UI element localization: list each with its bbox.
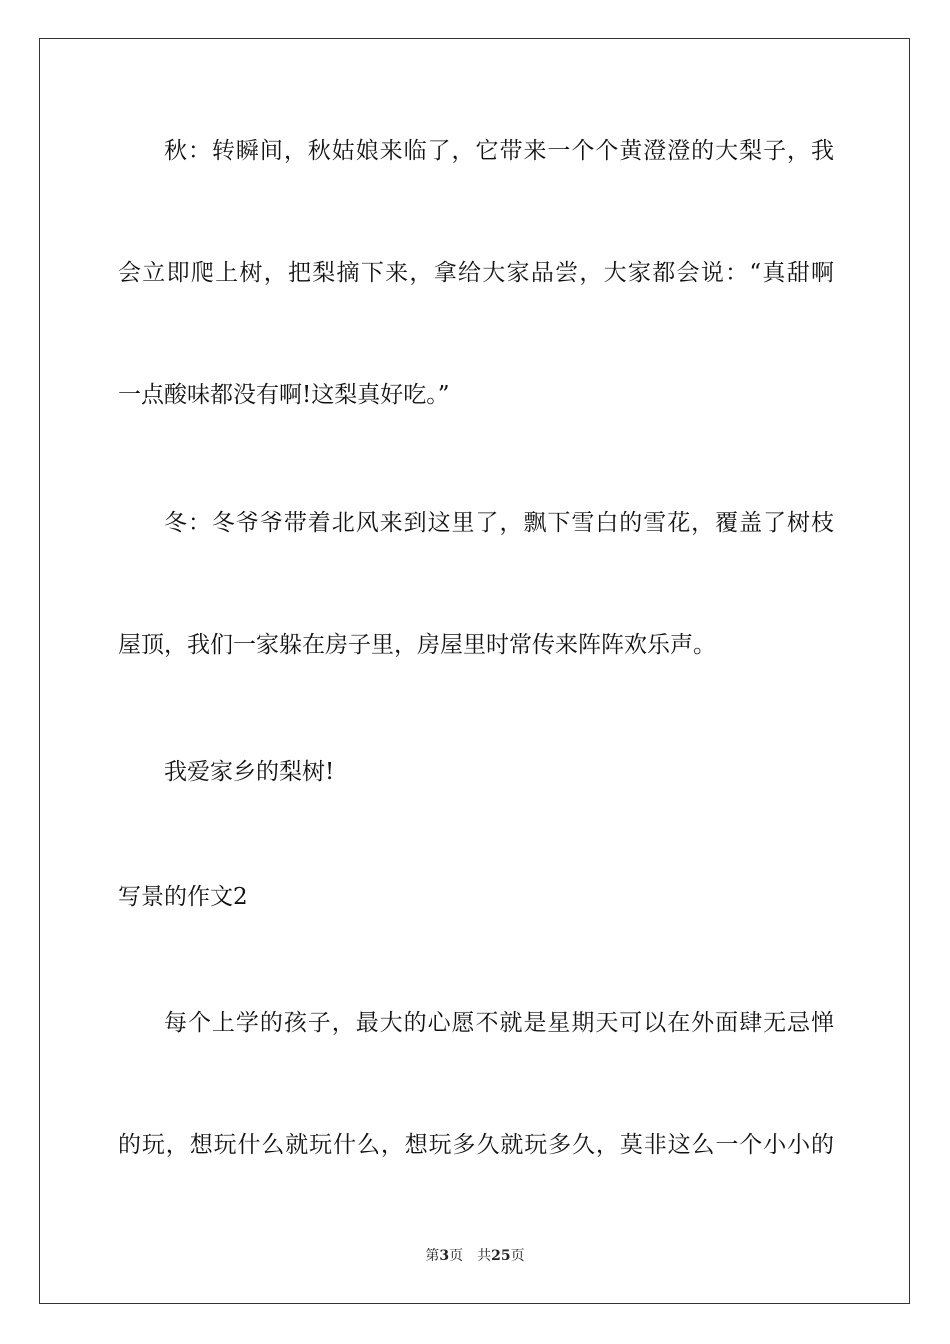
paragraph-autumn-line-3: 一点酸味都没有啊!这梨真好吃。” (118, 382, 450, 408)
page-suffix: 页 (449, 1248, 464, 1264)
page-current: 3 (439, 1248, 450, 1264)
paragraph-autumn-line-1: 秋：转瞬间，秋姑娘来临了，它带来一个个黄澄澄的大梨子，我 (164, 138, 834, 164)
paragraph-autumn-line-2: 会立即爬上树，把梨摘下来，拿给大家品尝，大家都会说：“真甜啊 (118, 260, 834, 286)
closing-sentence: 我爱家乡的梨树! (164, 759, 335, 785)
page-footer (0, 1247, 950, 1265)
page-total: 25 (491, 1248, 511, 1264)
page-prefix: 第 (425, 1248, 440, 1264)
paragraph-essay2-line-1: 每个上学的孩子，最大的心愿不就是星期天可以在外面肆无忌惮 (164, 1010, 834, 1036)
essay-heading: 写景的作文2 (118, 884, 248, 910)
paragraph-winter-line-2: 屋顶，我们一家躲在房子里，房屋里时常传来阵阵欢乐声。 (118, 632, 716, 658)
paragraph-essay2-line-2: 的玩，想玩什么就玩什么，想玩多久就玩多久，莫非这么一个小小的 (118, 1132, 834, 1158)
total-suffix: 页 (510, 1248, 525, 1264)
total-prefix: 共 (477, 1248, 492, 1264)
paragraph-winter-line-1: 冬：冬爷爷带着北风来到这里了，飘下雪白的雪花，覆盖了树枝 (164, 510, 834, 536)
page-border (39, 38, 910, 1304)
